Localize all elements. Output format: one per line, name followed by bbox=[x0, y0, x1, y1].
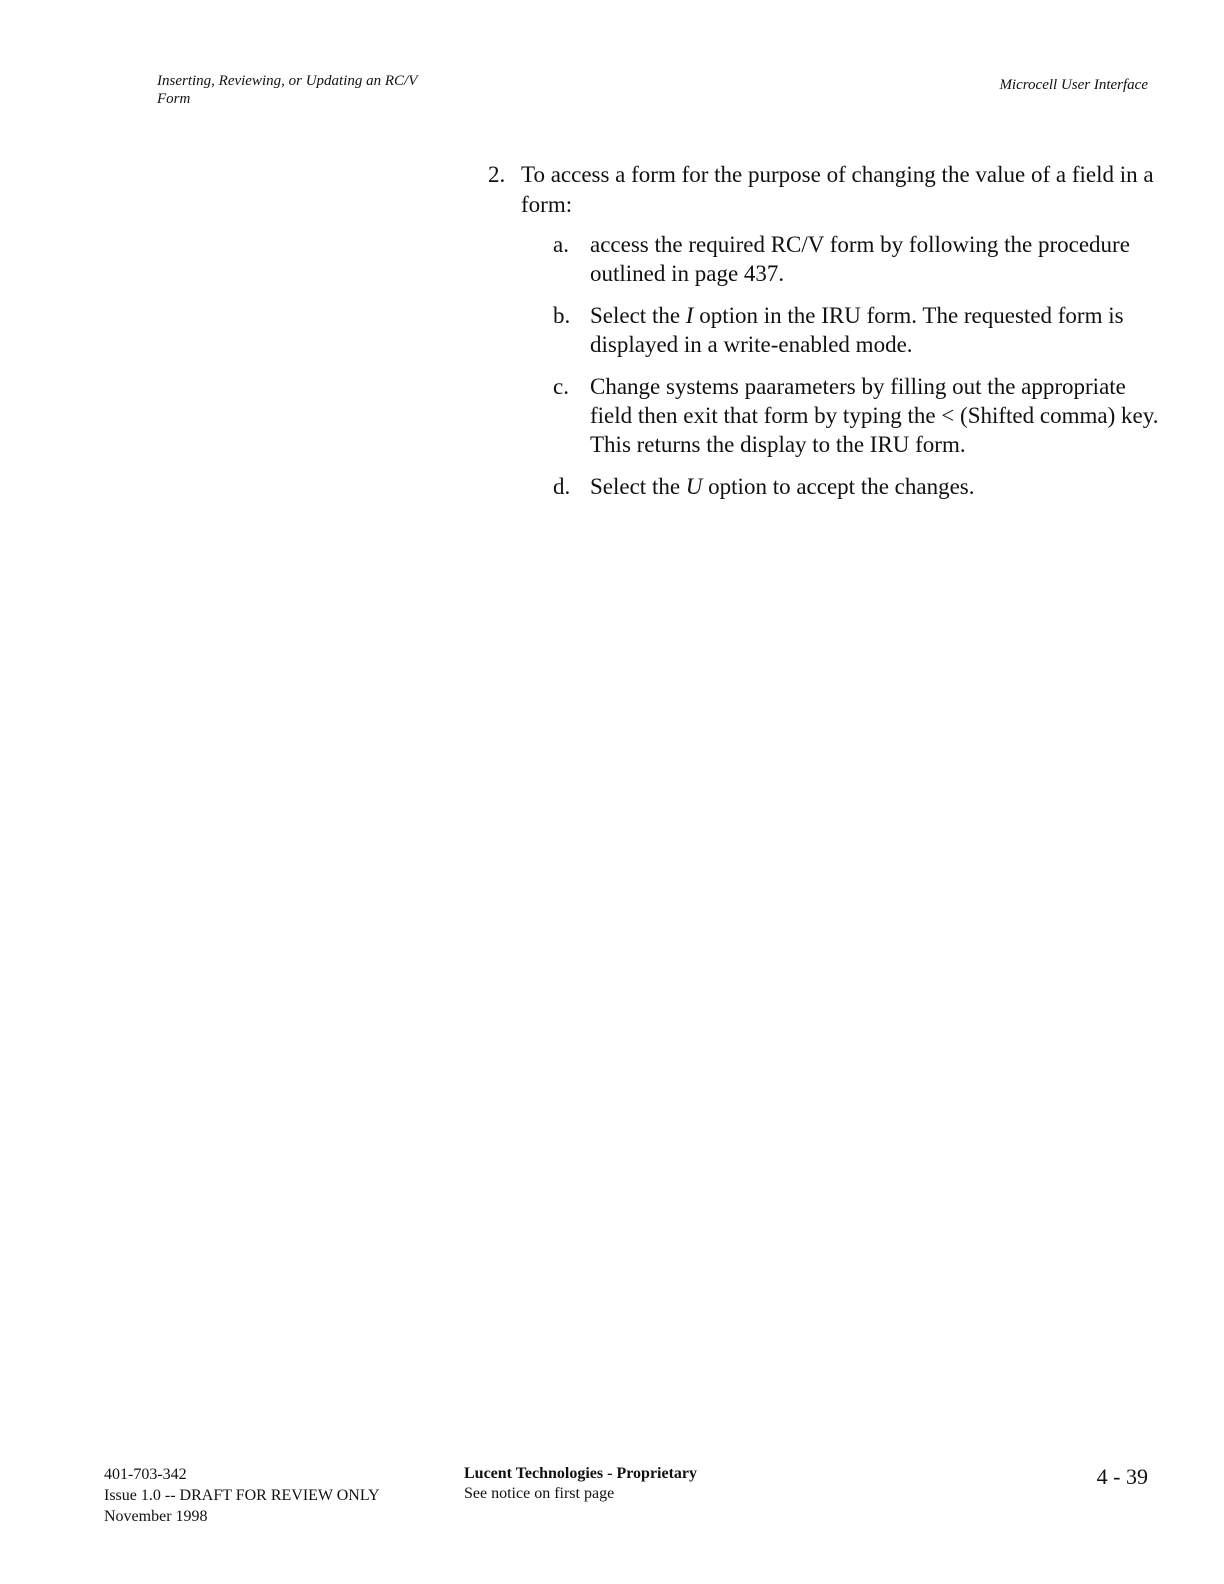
substep-letter: a. bbox=[553, 232, 569, 257]
running-header-right: Microcell User Interface bbox=[999, 77, 1148, 93]
substep-letter: b. bbox=[553, 303, 571, 328]
substep-c bbox=[553, 372, 1163, 459]
footer-proprietary bbox=[464, 1464, 697, 1504]
substep-text bbox=[590, 472, 1163, 501]
substep-list bbox=[553, 230, 1163, 514]
header-section-title-line1: Inserting, Reviewing, or Updating an RC/V bbox=[157, 73, 418, 89]
substep-d bbox=[553, 472, 1163, 501]
substep-text bbox=[590, 301, 1163, 359]
substep-text: access the required RC/V form by following the procedure outlined in page 437. bbox=[590, 232, 1130, 286]
proprietary-label: Lucent Technologies - Proprietary bbox=[464, 1465, 698, 1482]
option-letter-i: I bbox=[685, 303, 694, 328]
running-header-left bbox=[157, 72, 497, 108]
substep-text: Change systems paarameters by filling out the appropriate field then exit that form by typing the < (Shifted comma) key. This returns the display to the IRU form. bbox=[590, 374, 1159, 457]
step-text: To access a form for the purpose of changing the value of a field in a form: bbox=[521, 162, 1154, 217]
header-section-title-line2: Form bbox=[157, 91, 191, 107]
substep-text-post: option to accept the changes. bbox=[702, 474, 975, 499]
substep-a bbox=[553, 230, 1163, 288]
substep-b bbox=[553, 301, 1163, 359]
substep-letter: c. bbox=[553, 374, 569, 399]
notice-line: See notice on first page bbox=[464, 1485, 615, 1502]
procedure-step-2 bbox=[488, 160, 1168, 220]
substep-text-pre: Select the bbox=[590, 474, 686, 499]
substep-letter: d. bbox=[553, 474, 571, 499]
issue-date: November 1998 bbox=[104, 1508, 208, 1525]
option-letter-u: U bbox=[685, 474, 703, 499]
page-number: 4 - 39 bbox=[1096, 1464, 1148, 1489]
footer-document-info bbox=[104, 1464, 380, 1527]
step-number: 2. bbox=[488, 162, 506, 187]
issue-line: Issue 1.0 -- DRAFT FOR REVIEW ONLY bbox=[104, 1487, 380, 1504]
document-number: 401-703-342 bbox=[104, 1466, 187, 1483]
substep-text-pre: Select the bbox=[590, 303, 686, 328]
substep-text-post: option in the IRU form. The requested form is displayed in a write-enabled mode. bbox=[590, 303, 1124, 357]
